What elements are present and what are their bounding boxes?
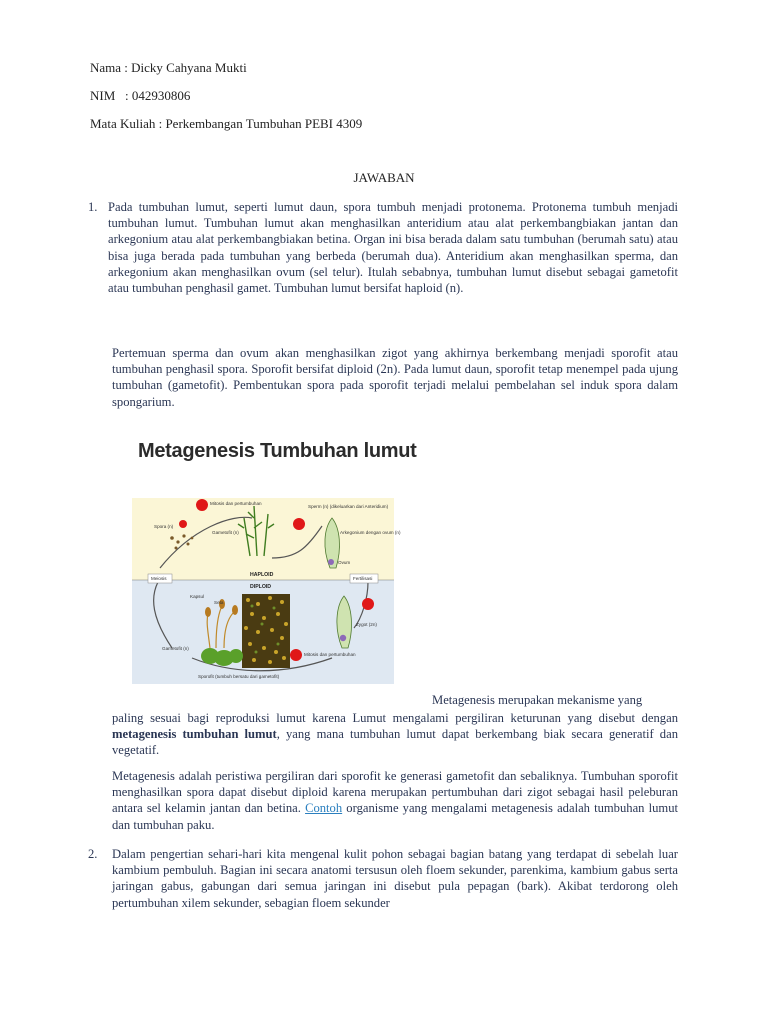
label-fertilisasi: Fertilisasi xyxy=(353,576,373,581)
label-gametofit-top: Gametofit (n) xyxy=(212,530,239,535)
label-gametofit-bottom: Gametofit (n) xyxy=(162,646,189,651)
label-sporofit: Sporofit (tumbuh bersatu dari gametofit) xyxy=(198,674,280,679)
label-kapsul: Kapsul xyxy=(190,594,205,599)
page-title: JAWABAN xyxy=(353,170,415,185)
item-number-1: 1. xyxy=(88,200,98,214)
answer-paragraph-1: Pada tumbuhan lumut, seperti lumut daun, spora tumbuh menjadi protonema. Protonema tumbuh menjadi tumbuhan lumut. Tumbuhan lumut akan menghasilkan anteridium atau alat perkembangbiakan jantan dan arkegonium atau alat perkembangbiakan betina. Organ ini bisa berada dalam satu tumbuhan (berumah satu) atau bisa juga berada pada tumbuhan yang berbeda (berumah dua). Anteridium akan menghasilkan sperma, dan arkegonium akan menghasilkan ovum (sel telur). Itulah sebabnya, tumbuhan lumut disebut sebagai gametofit atau tumbuhan penghasil gamet. Tumbuhan lumut bersifat haploid (n). xyxy=(108,200,678,296)
definition-text-start: Metagenesis adalah peristiwa pergiliran dari sporofit ke generasi gametofit dan sebaliknya. Tumbuhan sporofit menghasilkan spora dapat disebut diploid karena merupakan pertumbuhan dari zigot sebagai hasil peleburan antara sel kelamin jantan dan betina. xyxy=(112,769,678,816)
definition-paragraph xyxy=(112,768,678,833)
student-nim: NIM : 042930806 xyxy=(90,88,191,103)
label-haploid: HAPLOID xyxy=(250,572,274,578)
label-zygot: Zygot (2n) xyxy=(356,622,377,627)
course-name: Mata Kuliah : Perkembangan Tumbuhan PEBI 4309 xyxy=(90,116,363,131)
metagenesis-diagram xyxy=(132,498,401,684)
contoh-link[interactable]: Contoh xyxy=(305,801,343,816)
metagenesis-text-end: , yang mana tumbuhan lumut dapat berkembang biak secara generatif dan vegetatif. xyxy=(112,727,678,758)
label-meiosis: Meiosis xyxy=(151,576,167,581)
label-sperm: Sperm (n) (dikeluarkan dari Anteridium) xyxy=(308,504,389,509)
label-mitosis-bottom: Mitosis dan pertumbuhan xyxy=(304,652,356,657)
label-arkegonium: Arkegonium dengan ovum (n) xyxy=(340,530,401,535)
label-ovum: Ovum xyxy=(338,560,351,565)
definition-text-end: organisme yang mengalami metagenesis adalah tumbuhan lumut dan tumbuhan paku. xyxy=(112,801,678,832)
marker-dot xyxy=(362,598,374,610)
marker-dot xyxy=(196,499,208,511)
label-mitosis-top: Mitosis dan pertumbuhan xyxy=(210,501,262,506)
metagenesis-paragraph xyxy=(112,710,678,759)
marker-dot xyxy=(290,649,302,661)
answer-paragraph-2: Dalam pengertian sehari-hari kita mengenal kulit pohon sebagai bagian batang yang terdapat di sebelah luar kambium pembuluh. Bagian ini secara anatomi tersusun oleh floem sekunder, parenkima, kambium gabus serta jaringan gabus, gabungan dari semua jaringan ini disebut pula pepagan (bark). Akibat terdorong oleh pertumbuhan xilem sekunder, sebagian floem sekunder xyxy=(112,847,678,910)
metagenesis-bold-term: metagenesis tumbuhan lumut xyxy=(112,727,277,742)
marker-dot xyxy=(179,520,187,528)
ovum-cell xyxy=(328,559,334,565)
item-number-2: 2. xyxy=(88,847,98,861)
label-seta: Seta xyxy=(214,600,224,605)
figure-title: Metagenesis Tumbuhan lumut xyxy=(138,440,417,462)
label-spora: Spora (n) xyxy=(154,524,174,529)
metagenesis-text-start: paling sesuai bagi reproduksi lumut karena Lumut mengalami pergiliran keturunan yang disebut dengan xyxy=(112,711,678,725)
zygot-cell xyxy=(340,635,346,641)
moss-photo xyxy=(242,594,290,668)
sporofit-paragraph: Pertemuan sperma dan ovum akan menghasilkan zigot yang akhirnya berkembang menjadi sporofit atau tumbuhan penghasil spora. Sporofit bersifat diploid (2n). Pada lumut daun, sporofit tetap menempel pada ujung tumbuhan (gametofit). Pembentukan spora pada sporofit terjadi melalui pembelahan sel induk spora dalam spongarium. xyxy=(112,346,678,409)
label-diploid: DIPLOID xyxy=(250,584,272,590)
metagenesis-first-line: Metagenesis merupakan mekanisme yang xyxy=(432,693,643,707)
student-name: Nama : Dicky Cahyana Mukti xyxy=(90,60,247,75)
marker-dot xyxy=(293,518,305,530)
